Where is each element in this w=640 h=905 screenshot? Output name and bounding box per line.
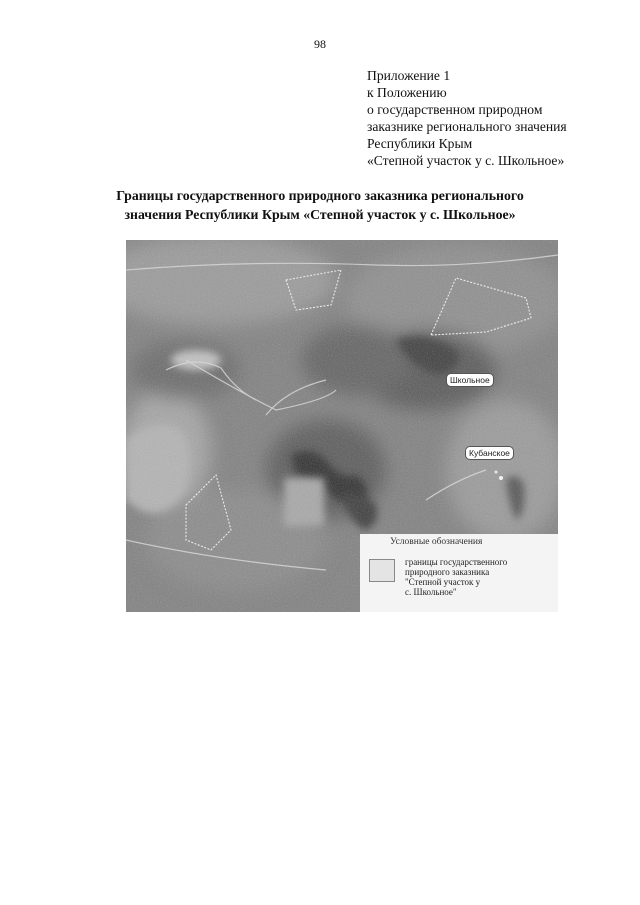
legend-boundary-swatch (369, 559, 395, 582)
legend-item-line: "Степной участок у (405, 577, 481, 587)
document-title-line: значения Республики Крым «Степной участок у с. Школьное» (124, 207, 516, 222)
legend-item-line: границы государственного (405, 557, 508, 567)
document-title-line: Границы государственного природного заказника регионального (116, 188, 524, 203)
legend-item-text (405, 557, 555, 597)
appendix-line: заказнике регионального значения (367, 119, 567, 134)
appendix-line: к Положению (367, 85, 447, 100)
legend-item-line: природного заказника (405, 567, 490, 577)
legend-item-line: с. Школьное" (405, 587, 457, 597)
satellite-map (126, 240, 558, 612)
document-title (60, 186, 580, 224)
place-label-shkolnoe: Школьное (446, 373, 494, 387)
map-legend (360, 534, 558, 612)
appendix-line: Республики Крым (367, 136, 473, 151)
page-number: 98 (314, 37, 326, 51)
appendix-line: Приложение 1 (367, 68, 451, 83)
appendix-block (367, 67, 627, 169)
appendix-line: «Степной участок у с. Школьное» (367, 153, 565, 168)
place-label-kubanskoe: Кубанское (465, 446, 514, 460)
appendix-line: о государственном природном (367, 102, 543, 117)
legend-title: Условные обозначения (390, 537, 483, 547)
